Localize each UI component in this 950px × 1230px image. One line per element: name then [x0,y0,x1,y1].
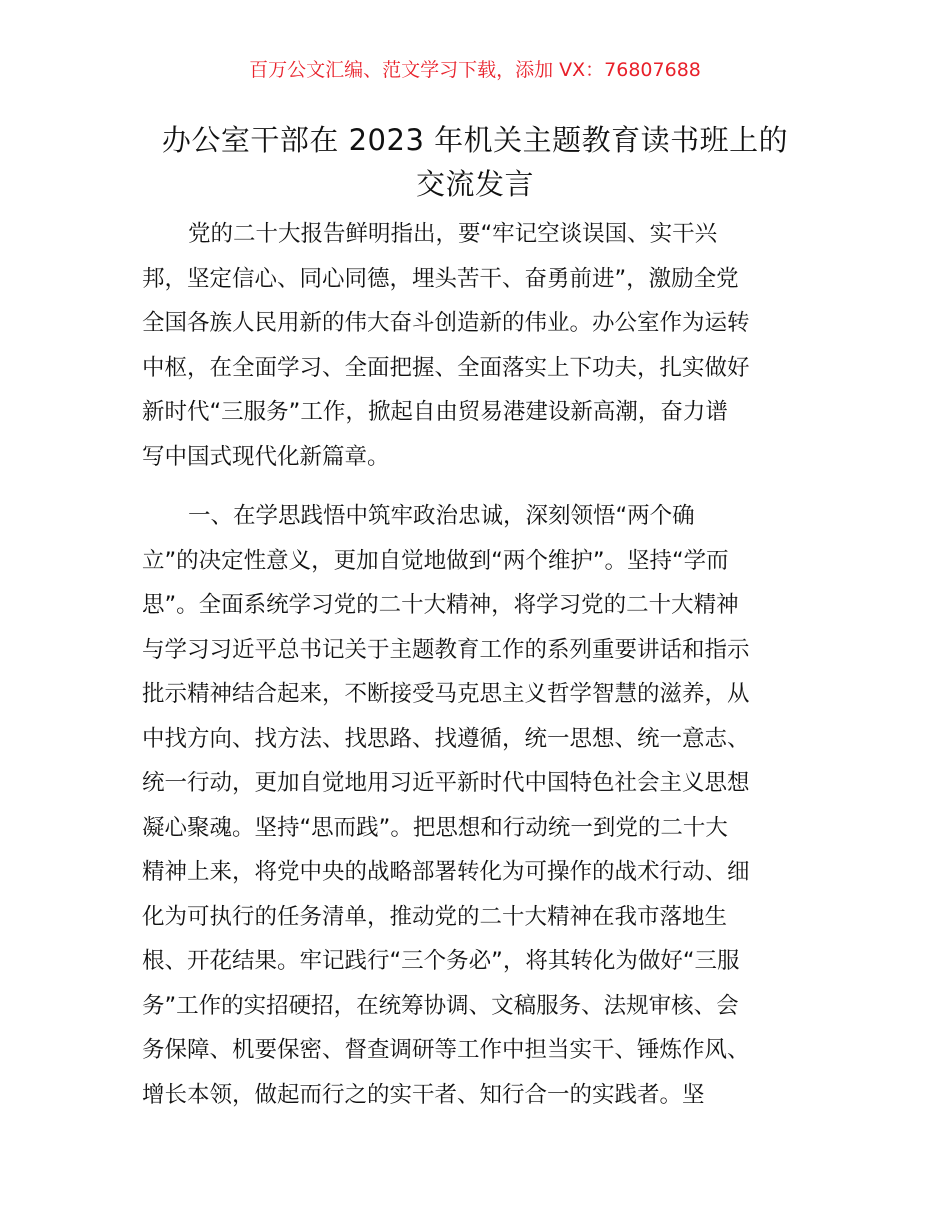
text-line: 凝心聚魂。坚持“思而践”。把思想和行动统一到党的二十大 [142,814,728,841]
text-line: 新时代“三服务”工作，掀起自由贸易港建设新高潮，奋力谱 [142,399,728,425]
text-line: 立”的决定性意义，更加自觉地做到“两个维护”。坚持“学而 [142,547,729,574]
paragraph-section-one [142,494,814,1117]
text-line: 根、开花结果。牢记践行“三个务必”，将其转化为做好“三服 [142,948,740,974]
title-line: 交流发言 [415,167,534,201]
text-line: 思”。全面系统学习党的二十大精神，将学习党的二十大精神 [142,592,739,618]
text-line: 邦，坚定信心、同心同德，埋头苦干、奋勇前进”，激励全党 [142,265,739,292]
text-line: 全国各族人民用新的伟大奋斗创造新的伟业。办公室作为运转 [142,310,750,336]
text-line: 中找方向、找方法、找思路、找遵循，统一思想、统一意志、 [142,725,750,752]
text-line: 务保障、机要保密、督查调研等工作中担当实干、锤炼作风、 [142,1037,750,1063]
text-line: 增长本领，做起而行之的实干者、知行合一的实践者。坚 [142,1081,705,1108]
document-title [130,118,820,206]
paragraph-intro [142,212,814,479]
text-line: 化为可执行的任务清单，推动党的二十大精神在我市落地生 [142,903,728,930]
text-line: 批示精神结合起来，不断接受马克思主义哲学智慧的滋养，从 [142,681,750,707]
text-line: 党的二十大报告鲜明指出，要“牢记空谈误国、实干兴 [188,221,718,247]
text-line: 与学习习近平总书记关于主题教育工作的系列重要讲话和指示 [142,636,750,663]
header-contact-note: 百万公文汇编、范文学习下载，添加 VX：76807688 [249,59,701,81]
text-line: 中枢，在全面学习、全面把握、全面落实上下功夫，扎实做好 [142,354,750,381]
text-line: 统一行动，更加自觉地用习近平新时代中国特色社会主义思想 [142,770,750,796]
text-line: 务”工作的实招硬招，在统筹协调、文稿服务、法规审核、会 [142,992,739,1019]
text-line: 一、在学思践悟中筑牢政治忠诚，深刻领悟“两个确 [188,503,695,529]
text-line: 写中国式现代化新篇章。 [142,443,390,470]
document-body [142,212,814,1117]
title-line: 办公室干部在 2023 年机关主题教育读书班上的 [161,123,789,157]
text-line: 精神上来，将党中央的战略部署转化为可操作的战术行动、细 [142,859,750,885]
